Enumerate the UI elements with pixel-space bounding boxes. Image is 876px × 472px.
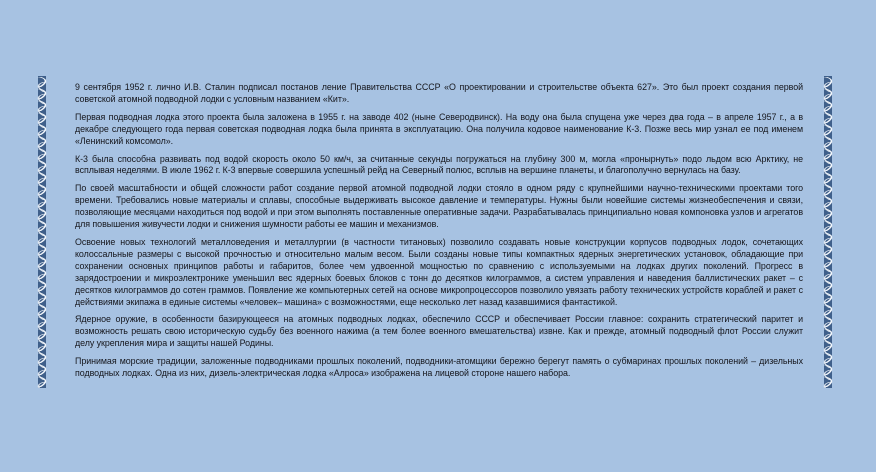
text-block	[75, 82, 803, 386]
paragraph-6: Ядерное оружие, в особенности базирующееся на атомных подводных лодках, обеспечило СССР и обеспечивает России главное: сохранить стратегический паритет и возможность решать свою историческую судьбу без военного нажима (а тем более военного вмешательства) извне. Как и прежде, атомный подводный флот России служит делу укрепления мира и защиты нашей Родины.	[75, 314, 803, 349]
paragraph-2: Первая подводная лодка этого проекта была заложена в 1955 г. на заводе 402 (ныне Северодвинск). На воду она была спущена уже через два года – в апреле 1957 г., а в декабре следующего года первая советская подводная лодка была принята в эксплуатацию. Она получила кодовое наименование К-3. Позже весь мир узнал ее под именем «Ленинский комсомол».	[75, 111, 803, 146]
paragraph-1: 9 сентября 1952 г. лично И.В. Сталин подписал постанов ление Правительства СССР «О проектировании и строительстве объекта 627». Это был проект создания первой советской атомной подводной лодки с условным названием «Кит».	[75, 82, 803, 104]
rope-ornament-right-icon	[821, 76, 835, 388]
paragraph-5: Освоение новых технологий металловедения и металлургии (в частности титановых) позволило создавать новые конструкции корпусов подводных лодок, сочетающих колоссальные размеры с высокой прочностью и относительно малым весом. Были созданы новые типы компактных ядерных энергетических установок, обладающие при сохранении основных принципов работы и габаритов, более чем удвоенной мощностью по сравнению с используемыми на лодках других поколений. Прогресс в зарядостроении и микроэлектронике уменьшил вес ядерных боевых блоков с тонн до десятков килограммов, а систем управления и наведения баллистических ракет – с десятков килограммов до сотен граммов. Появление же компьютерных сетей на основе микропроцессоров позволило увязать работу технических устройств кораблей и ракет с действиями экипажа в единые системы «человек– машина» с возможностями, еще несколько лет назад казавшимися фантастикой.	[75, 236, 803, 307]
paragraph-4: По своей масштабности и общей сложности работ создание первой атомной подводной лодки стояло в одном ряду с крупнейшими научно-техническими проектами того времени. Требовались новые материалы и сплавы, способные выдерживать высокое давление и температуры. Нужны были новейшие системы жизнеобеспечения и связи, позволяющие месяцами находиться под водой и при этом выполнять поставленные оперативные задачи. Разрабатывалась принципиально новая компоновка узлов и агрегатов для повышения живучести лодки и снижения шумности работы ее машин и механизмов.	[75, 183, 803, 230]
paragraph-7: Принимая морские традиции, заложенные подводниками прошлых поколений, подводники-атомщики бережно берегут память о субмаринах прошлых поколений – дизельных подводных лодках. Одна из них, дизель-электрическая лодка «Алроса» изображена на лицевой стороне нашего набора.	[75, 356, 803, 379]
rope-ornament-left-icon	[35, 76, 49, 388]
paragraph-3: К-3 была способна развивать под водой скорость около 50 км/ч, за считанные секунды погружаться на глубину 300 м, могла «пронырнуть» подо льдом всю Арктику, не всплывая неделями. В июле 1962 г. К-3 впервые совершила успешный рейд на Северный полюс, всплыв на вершине планеты, и благополучно вернулась на базу.	[75, 153, 803, 176]
